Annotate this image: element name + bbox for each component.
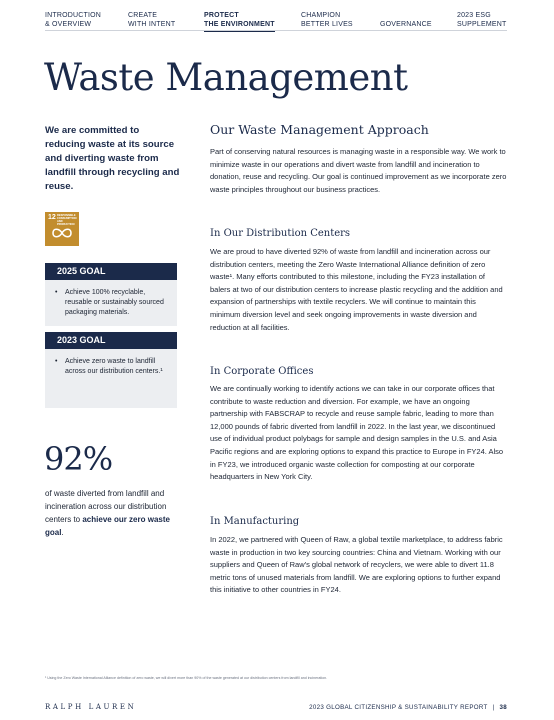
footnote: ¹ Using the Zero Waste International Alliance definition of zero waste, we will divert more than 90% of the waste generated at our distribution centers from landfill and incineration. xyxy=(45,676,328,680)
nav-champion-better-lives[interactable] xyxy=(301,12,353,29)
infinity-icon xyxy=(51,227,73,239)
lead-statement: We are committed to reducing waste at its source and diverting waste from landfill through recycling and reuse. xyxy=(45,125,180,192)
approach-heading: Our Waste Management Approach xyxy=(210,122,429,137)
goal-body xyxy=(45,280,177,326)
nav-label-line1: CREATE xyxy=(128,12,158,19)
stat-emphasis: achieve our zero waste goal xyxy=(45,515,170,537)
goal-text: Achieve zero waste to landfill across our distribution centers.¹ xyxy=(65,358,163,375)
page-number: 38 xyxy=(499,704,507,711)
bullet-icon: • xyxy=(55,289,58,296)
bullet-icon: • xyxy=(55,358,58,365)
goal-heading: 2025 GOAL xyxy=(45,263,177,280)
stat-value: 92% xyxy=(44,440,113,478)
nav-label-line2: SUPPLEMENT xyxy=(457,20,507,28)
approach-body: Part of conserving natural resources is managing waste in a responsible way. We work to minimize waste in our operations and divert waste from landfill and incineration to donation, reuse and recycling. Our goal is continued improvement as we incorporate zero waste principles throughout our business practices. xyxy=(210,147,507,194)
sdg-12-badge xyxy=(45,212,79,246)
goal-2025-box xyxy=(45,263,177,326)
top-nav xyxy=(45,12,507,42)
nav-label-line2: BETTER LIVES xyxy=(301,20,353,28)
nav-label-line1: PROTECT xyxy=(204,12,239,19)
nav-label-line2: THE ENVIRONMENT xyxy=(204,20,275,28)
goal-heading: 2023 GOAL xyxy=(45,332,177,349)
distribution-heading: In Our Distribution Centers xyxy=(210,228,351,239)
goal-2023-box xyxy=(45,332,177,408)
stat-description xyxy=(45,487,180,539)
stat-text: of waste diverted from landfill and incineration across our distribution centers to xyxy=(45,489,167,524)
manufacturing-heading: In Manufacturing xyxy=(210,516,300,527)
report-title: 2023 GLOBAL CITIZENSHIP & SUSTAINABILITY REPORT xyxy=(309,704,488,711)
distribution-body: We are proud to have diverted 92% of waste from landfill and incineration across our distribution centers, meeting the Zero Waste International Alliance definition of zero waste¹. Many efforts contributed to this milestone, including the FY23 installation of balers at two of our distribution centers to increase plastic recycling and the addition and expansion of partnerships with textile recyclers. We will continue to maintain this minimum diversion level and seek ongoing improvements in waste diversion and reduction at all facilities. xyxy=(210,247,503,332)
nav-create-with-intent[interactable] xyxy=(128,12,175,29)
nav-esg-supplement[interactable] xyxy=(457,12,506,29)
nav-label-line2: WITH INTENT xyxy=(128,20,176,28)
nav-label-line1: CHAMPION xyxy=(301,12,341,19)
footer-report xyxy=(309,704,507,711)
nav-label-line1: 2023 ESG xyxy=(457,12,491,19)
corporate-heading: In Corporate Offices xyxy=(210,366,314,377)
sdg-number: 12 xyxy=(48,214,56,221)
goal-body xyxy=(45,349,177,385)
nav-protect-the-environment[interactable] xyxy=(204,12,275,32)
goal-text: Achieve 100% recyclable, reusable or sustainably sourced packaging materials. xyxy=(65,289,164,316)
manufacturing-body: In 2022, we partnered with Queen of Raw, a global textile marketplace, to address fabric waste in production in two key sourcing countries: China and Vietnam. Working with our suppliers and Queen of Raw's global network of recyclers, we were able to divert 11.8 metric tons of unused materials from landfill. We are exploring options to further expand this initiative to other countries in FY24. xyxy=(210,535,503,595)
nav-divider xyxy=(45,30,507,31)
brand-logo: RALPH LAUREN xyxy=(45,703,137,711)
nav-label-line1: INTRODUCTION xyxy=(45,12,102,19)
stat-tail: . xyxy=(61,528,64,537)
page-title: Waste Management xyxy=(44,56,408,99)
nav-label-line2: GOVERNANCE xyxy=(380,20,432,28)
sdg-label: RESPONSIBLE CONSUMPTION AND PRODUCTION xyxy=(57,214,77,226)
nav-label-line2: & OVERVIEW xyxy=(45,20,92,28)
nav-introduction-overview[interactable] xyxy=(45,12,101,29)
footer-separator: | xyxy=(492,704,495,711)
nav-governance[interactable] xyxy=(380,21,432,30)
corporate-body: We are continually working to identify actions we can take in our corporate offices that contribute to waste reduction and diversion. For example, we have an ongoing partnership with FABSCRAP to recycle and reuse sample fabric, leading to more than 12,000 pounds of fabric diverted from landfill in 2022. In the last year, we discontinued use of individual product polybags for sample and design samples in the U.S. and Asia Pacific regions and are exploring options to expand this practice to Europe in FY24. Also in FY23, we introduced organic waste collection for composting at our corporate headquarters in New York City. xyxy=(210,384,504,482)
